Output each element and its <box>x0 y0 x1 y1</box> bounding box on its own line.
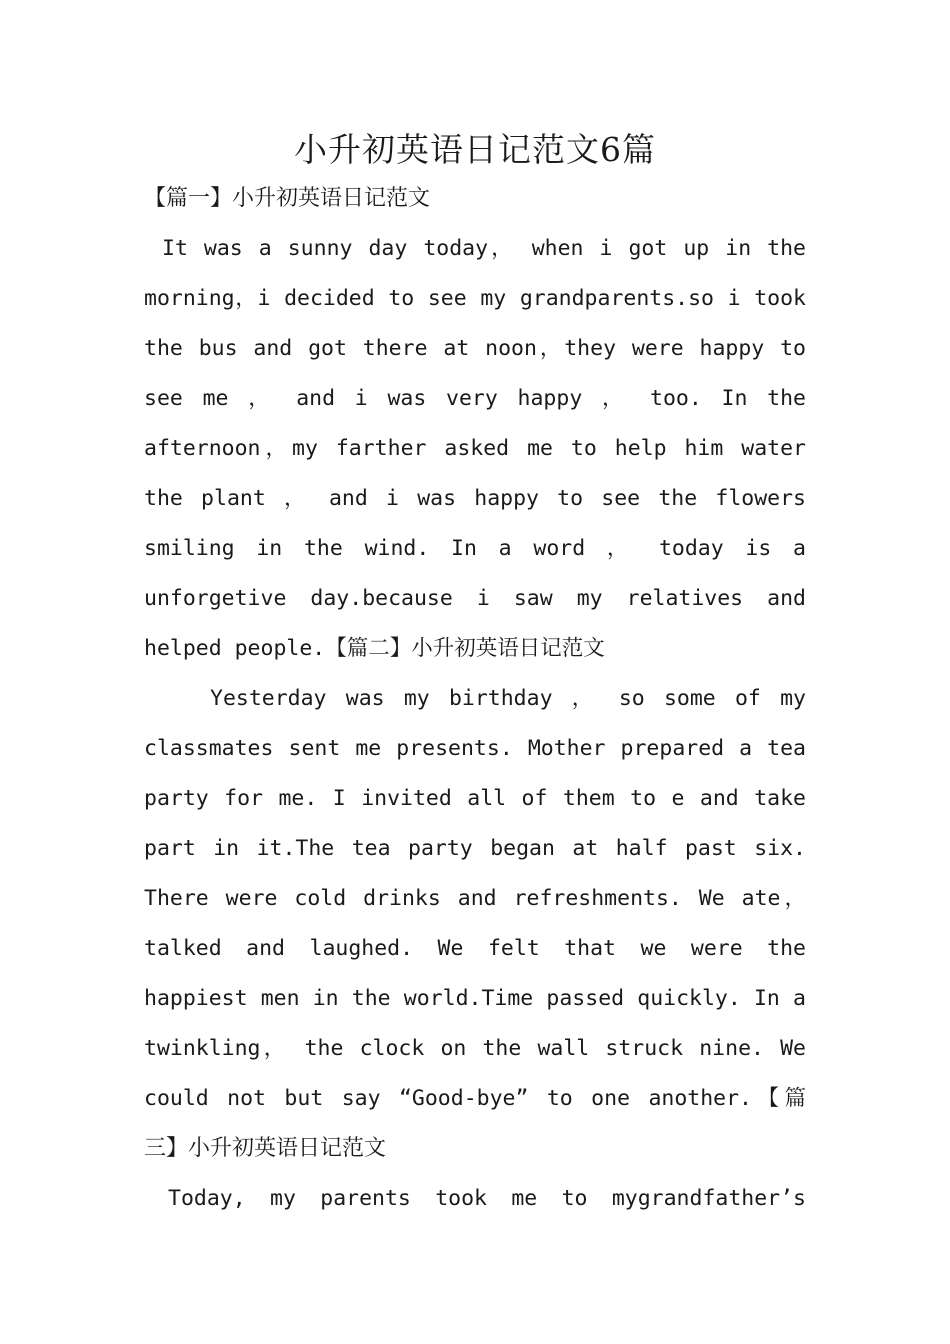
text-line: the plant ， and i was happy to see the flowers <box>144 486 806 511</box>
text-line: party for me. I invited all of them to e and take <box>144 786 806 811</box>
text-line: talked and laughed. We felt that we were the <box>144 936 806 961</box>
text-line: part in it.The tea party began at half past six. <box>144 836 806 861</box>
text-line: Yesterday was my birthday ， so some of my <box>210 686 806 711</box>
text-line: It was a sunny day today， when i got up in the <box>162 236 806 261</box>
text-line-with-heading-2: helped people.【篇二】小升初英语日记范文 <box>144 636 605 661</box>
text-line: afternoon，my farther asked me to help him water <box>144 436 806 461</box>
text-line: unforgetive day.because i saw my relatives and <box>144 586 806 611</box>
text-line: There were cold drinks and refreshments. We ate， <box>144 886 806 911</box>
text-line: see me ， and i was very happy ， too. In the <box>144 386 806 411</box>
text-line: happiest men in the world.Time passed quickly. In a <box>144 986 806 1011</box>
text-line: Today, my parents took me to mygrandfather’s <box>168 1186 806 1211</box>
section-heading-1: 【篇一】小升初英语日记范文 <box>144 186 431 211</box>
section-heading-3: 三】小升初英语日记范文 <box>144 1136 387 1161</box>
text-line: twinkling， the clock on the wall struck nine. We <box>144 1036 806 1061</box>
text-line: the bus and got there at noon，they were happy to <box>144 336 806 361</box>
text-line: classmates sent me presents. Mother prepared a tea <box>144 736 806 761</box>
document-title: 小升初英语日记范文6篇 <box>294 130 656 169</box>
text-line: smiling in the wind. In a word ， today is a <box>144 536 806 561</box>
text-line-with-heading-3: could not but say “Good-bye” to one another.【篇 <box>144 1086 806 1111</box>
text-line: morning，i decided to see my grandparents.so i took <box>144 286 806 311</box>
